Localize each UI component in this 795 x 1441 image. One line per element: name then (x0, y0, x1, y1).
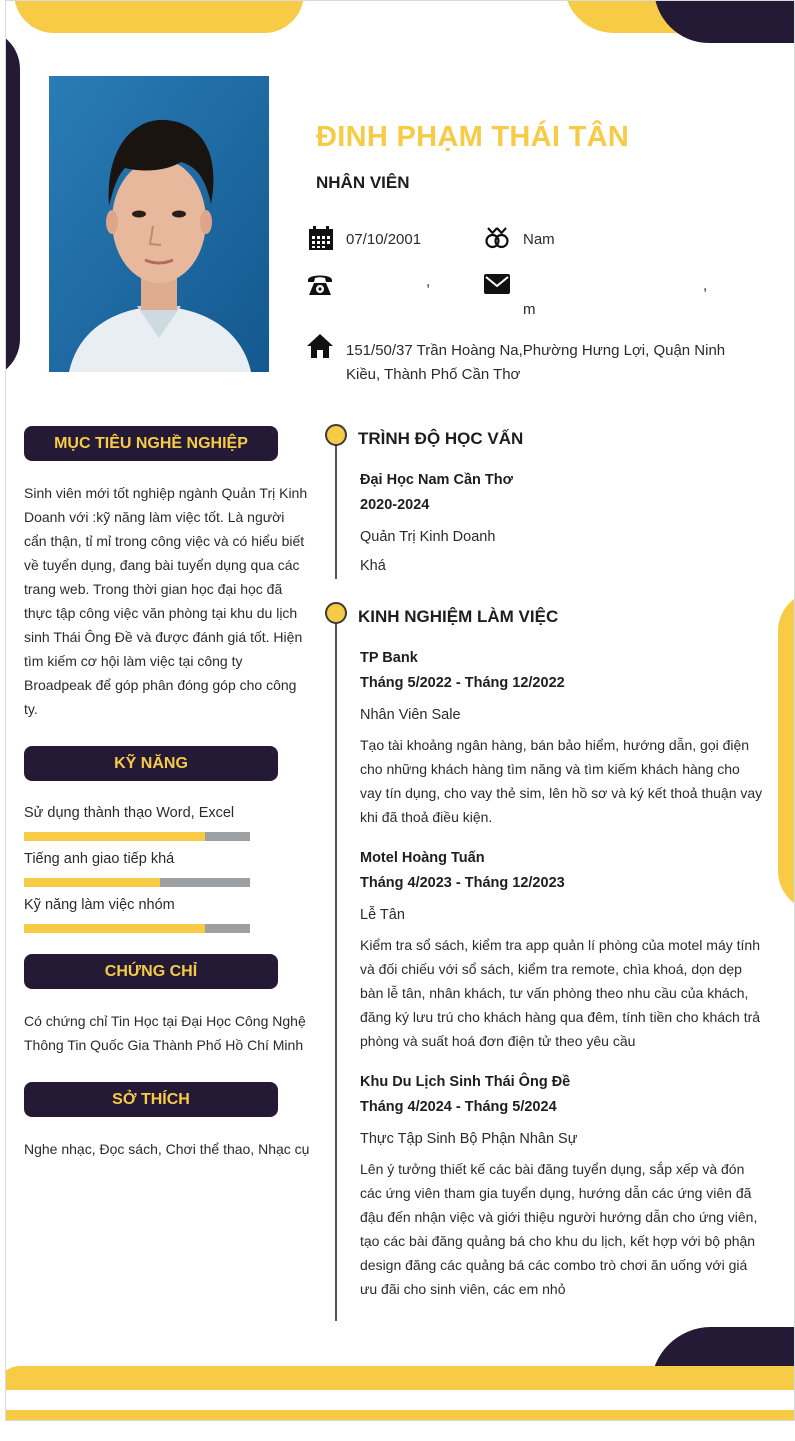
phone-icon (306, 271, 332, 297)
decor-right-yellow-shape (778, 591, 795, 911)
education-years: 2020-2024 (360, 497, 430, 513)
job-company: TP Bank (360, 650, 418, 666)
decor-bottom-white-band (5, 1390, 795, 1410)
education-timeline-line (335, 441, 337, 579)
gender-icon (484, 225, 510, 251)
skill-level-fill (24, 924, 205, 933)
job-description: Kiểm tra sổ sách, kiểm tra app quản lí phòng của motel máy tính và đối chiếu với sổ sách, kiểm tra remote, chìa khoá, dọn dẹp bàn lễ tân, nhân khách, tư vấn phòng theo nhu cầu của khách, đăng ký lưu trú cho khách hàng qua đêm, tính tiền cho khách trả phòng và suất hoá đơn điện tử theo yêu cầu (360, 937, 761, 1049)
job-role: Nhân Viên Sale (360, 707, 461, 723)
calendar-icon (308, 225, 334, 251)
decor-bottom-yellow-band (5, 1366, 795, 1390)
objective-heading: MỤC TIÊU NGHỀ NGHIỆP (24, 426, 278, 461)
date-of-birth: 07/10/2001 (346, 231, 422, 248)
experience-heading: KINH NGHIỆM LÀM VIỆC (358, 607, 559, 626)
email-address: , (703, 277, 708, 294)
education-timeline-dot (325, 424, 347, 446)
skill-level-bar (24, 878, 250, 887)
education-grade: Khá (360, 558, 386, 574)
certificates-heading: CHỨNG CHỈ (24, 954, 278, 989)
job-period: Tháng 4/2024 - Tháng 5/2024 (360, 1099, 557, 1115)
hobbies-text: Nghe nhạc, Đọc sách, Chơi thể thao, Nhạc cụ (24, 1141, 310, 1157)
job-description: Tạo tài khoảng ngân hàng, bán bảo hiểm, hướng dẫn, gọi điện cho những khách hàng tìm năng và tìm kiếm khách hàng cho vay tín dụng, cho vay thẻ sim, lên hồ sơ và ký kết thoả thuận vay khi đã thoả điều kiện. (360, 737, 763, 825)
home-icon (306, 333, 332, 359)
candidate-name: ĐINH PHẠM THÁI TÂN (316, 121, 630, 153)
email-address-continued: m (523, 301, 536, 318)
home-address: 151/50/37 Trần Hoàng Na,Phường Hưng Lợi, Quận Ninh Kiều, Thành Phố Cần Thơ (346, 342, 726, 383)
experience-timeline-line (335, 619, 337, 1321)
job-period: Tháng 5/2022 - Tháng 12/2022 (360, 675, 565, 691)
decor-left-dark-shape (5, 29, 20, 379)
hobbies-heading: SỞ THÍCH (24, 1082, 278, 1117)
decor-top-left-shape (14, 0, 304, 33)
skill-level-fill (24, 832, 205, 841)
skills-heading: KỸ NĂNG (24, 746, 278, 781)
job-company: Khu Du Lịch Sinh Thái Ông Đề (360, 1074, 571, 1090)
skill-label: Kỹ năng làm việc nhóm (24, 897, 175, 913)
job-description: Lên ý tưởng thiết kế các bài đăng tuyển dụng, sắp xếp và đón các ứng viên tham gia tuyển dụng, hướng dẫn các ứng viên đã đậu đến nhận việc và giới thiệu người hướng dẫn cho ứng viên, tạo các bài đăng quảng bá cho khu du lịch, kết hợp với bộ phận design đăng các quảng bá các combo trò chơi ăn uống với giá ưu đãi cho sinh viên, các em nhỏ (360, 1161, 758, 1297)
cv-page (5, 0, 795, 1421)
job-role: Lễ Tân (360, 907, 405, 923)
skill-level-fill (24, 878, 160, 887)
objective-text: Sinh viên mới tốt nghiệp ngành Quản Trị Kinh Doanh với :kỹ năng làm việc tốt. Là người cẩn thận, tỉ mỉ trong công việc và có hiểu biết về tuyển dụng, đang bài tuyển dụng qua các trang web. Trong thời gian học đại học đã thực tập công việc văn phòng tại khu du lịch sinh Thái Ông Đề và được đánh giá tốt. Hiện tìm kiếm cơ hội làm việc tại công ty Broadpeak để góp phân đóng góp cho công ty. (24, 485, 308, 717)
skill-label: Sử dụng thành thạo Word, Excel (24, 805, 235, 821)
skill-level-bar (24, 832, 250, 841)
phone-number: , (426, 273, 431, 290)
job-role: Thực Tập Sinh Bộ Phận Nhân Sự (360, 1131, 578, 1147)
skill-level-bar (24, 924, 250, 933)
experience-timeline-dot (325, 602, 347, 624)
email-icon (483, 271, 509, 297)
job-company: Motel Hoàng Tuấn (360, 850, 485, 866)
decor-bottom-yellow-stripe (5, 1410, 795, 1421)
profile-photo (49, 76, 269, 372)
education-major: Quản Trị Kinh Doanh (360, 529, 496, 545)
certificates-text: Có chứng chỉ Tin Học tại Đại Học Công Nghệ Thông Tin Quốc Gia Thành Phố Hồ Chí Minh (24, 1013, 306, 1053)
gender: Nam (523, 231, 555, 248)
candidate-position: NHÂN VIÊN (316, 173, 410, 192)
skill-label: Tiếng anh giao tiếp khá (24, 851, 175, 867)
job-period: Tháng 4/2023 - Tháng 12/2023 (360, 875, 565, 891)
education-school: Đại Học Nam Cần Thơ (360, 472, 513, 488)
education-heading: TRÌNH ĐỘ HỌC VẤN (358, 429, 524, 448)
decor-top-right-dark-shape (654, 0, 795, 43)
